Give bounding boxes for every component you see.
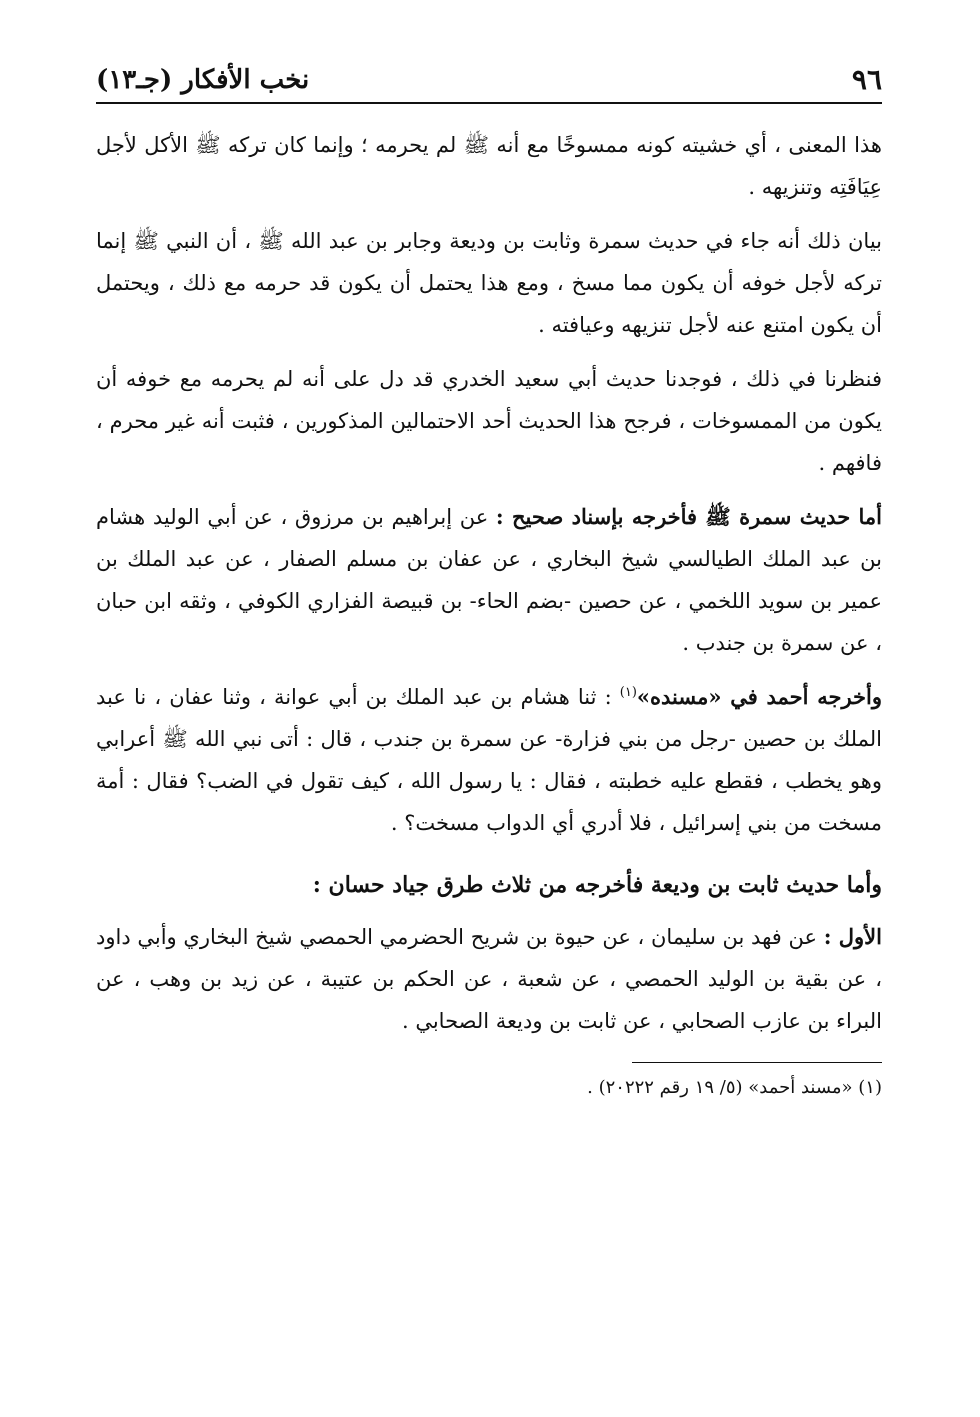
running-title: نخب الأفكار (جـ١٣) (96, 65, 310, 95)
paragraph-6-text: عن فهد بن سليمان ، عن حيوة بن شريح الحضرمي الحمصي شيخ البخاري وأبي داود ، عن بقية بن الوليد الحمصي ، عن شعبة ، عن الحكم بن عتيبة ، عن زيد بن وهب ، عن البراء بن عازب الصحابي ، عن ثابت بن وديعة الصحابي . (96, 925, 882, 1033)
paragraph-6-lead: الأول : (823, 924, 882, 949)
paragraph-3: فنظرنا في ذلك ، فوجدنا حديث أبي سعيد الخدري قد دل على أنه لم يحرمه مع خوفه أن يكون من الممسوخات ، فرجح هذا الحديث أحد الاحتمالين المذكورين ، فثبت أنه غير محرم ، فافهم . (96, 367, 882, 475)
paragraph-5 (96, 676, 882, 844)
paragraph-4-lead: أما حديث سمرة ﷺ فأخرجه بإسناد صحيح : (495, 504, 882, 529)
footnote-marker: (١) (619, 685, 637, 700)
paragraph-1: هذا المعنى ، أي خشيته كونه ممسوخًا مع أنه ﷺ لم يحرمه ؛ وإنما كان تركه ﷺ الأكل لأجل عِيَافَتِه وتنزيهه . (96, 133, 882, 199)
paragraph-5-text: : ثنا هشام بن عبد الملك بن أبي عوانة ، وثنا عفان ، نا عبد الملك بن حصين -رجل من بني فزارة- عن سمرة بن جندب ، قال : أتى نبي الله ﷺ أعرابي وهو يخطب ، فقطع عليه خطبته ، فقال : يا رسول الله ، كيف تقول في الضب؟ فقال : أمة مسخت من بني إسرائيل ، فلا أدري أي الدواب مسخت؟ . (96, 685, 882, 835)
page-header (96, 60, 882, 104)
paragraph-2: بيان ذلك أنه جاء في حديث سمرة وثابت بن وديعة وجابر بن عبد الله ﷺ ، أن النبي ﷺ إنما تركه لأجل خوفه أن يكون مما مسخ ، ومع هذا يحتمل أن يكون قد حرمه مع ذلك ، ويحتمل أن يكون امتنع عنه لأجل تنزيهه وعيافته . (96, 229, 882, 337)
paragraph-4-text: عن إبراهيم بن مرزوق ، عن أبي الوليد هشام بن عبد الملك الطيالسي شيخ البخاري ، عن عفان بن مسلم الصفار ، عن عبد الملك بن عمير بن سويد اللخمي ، عن حصين -بضم الحاء- بن قبيصة الفزاري الكوفي ، وثقه ابن حبان ، عن سمرة بن جندب . (96, 505, 882, 655)
page-number: ٩٦ (851, 63, 882, 96)
paragraph-5-lead: وأخرجه أحمد في «مسنده» (636, 684, 882, 709)
footnote: (١) «مسند أحمد» (٥/ ١٩ رقم ٢٠٢٢٢) . (587, 1077, 882, 1098)
section-heading: وأما حديث ثابت بن وديعة فأخرجه من ثلاث طرق جياد حسان : (312, 872, 882, 898)
paragraph-6 (96, 916, 882, 1042)
main-text (96, 124, 882, 1042)
paragraph-4 (96, 496, 882, 664)
book-page (96, 60, 882, 1360)
footnote-separator (632, 1062, 882, 1063)
